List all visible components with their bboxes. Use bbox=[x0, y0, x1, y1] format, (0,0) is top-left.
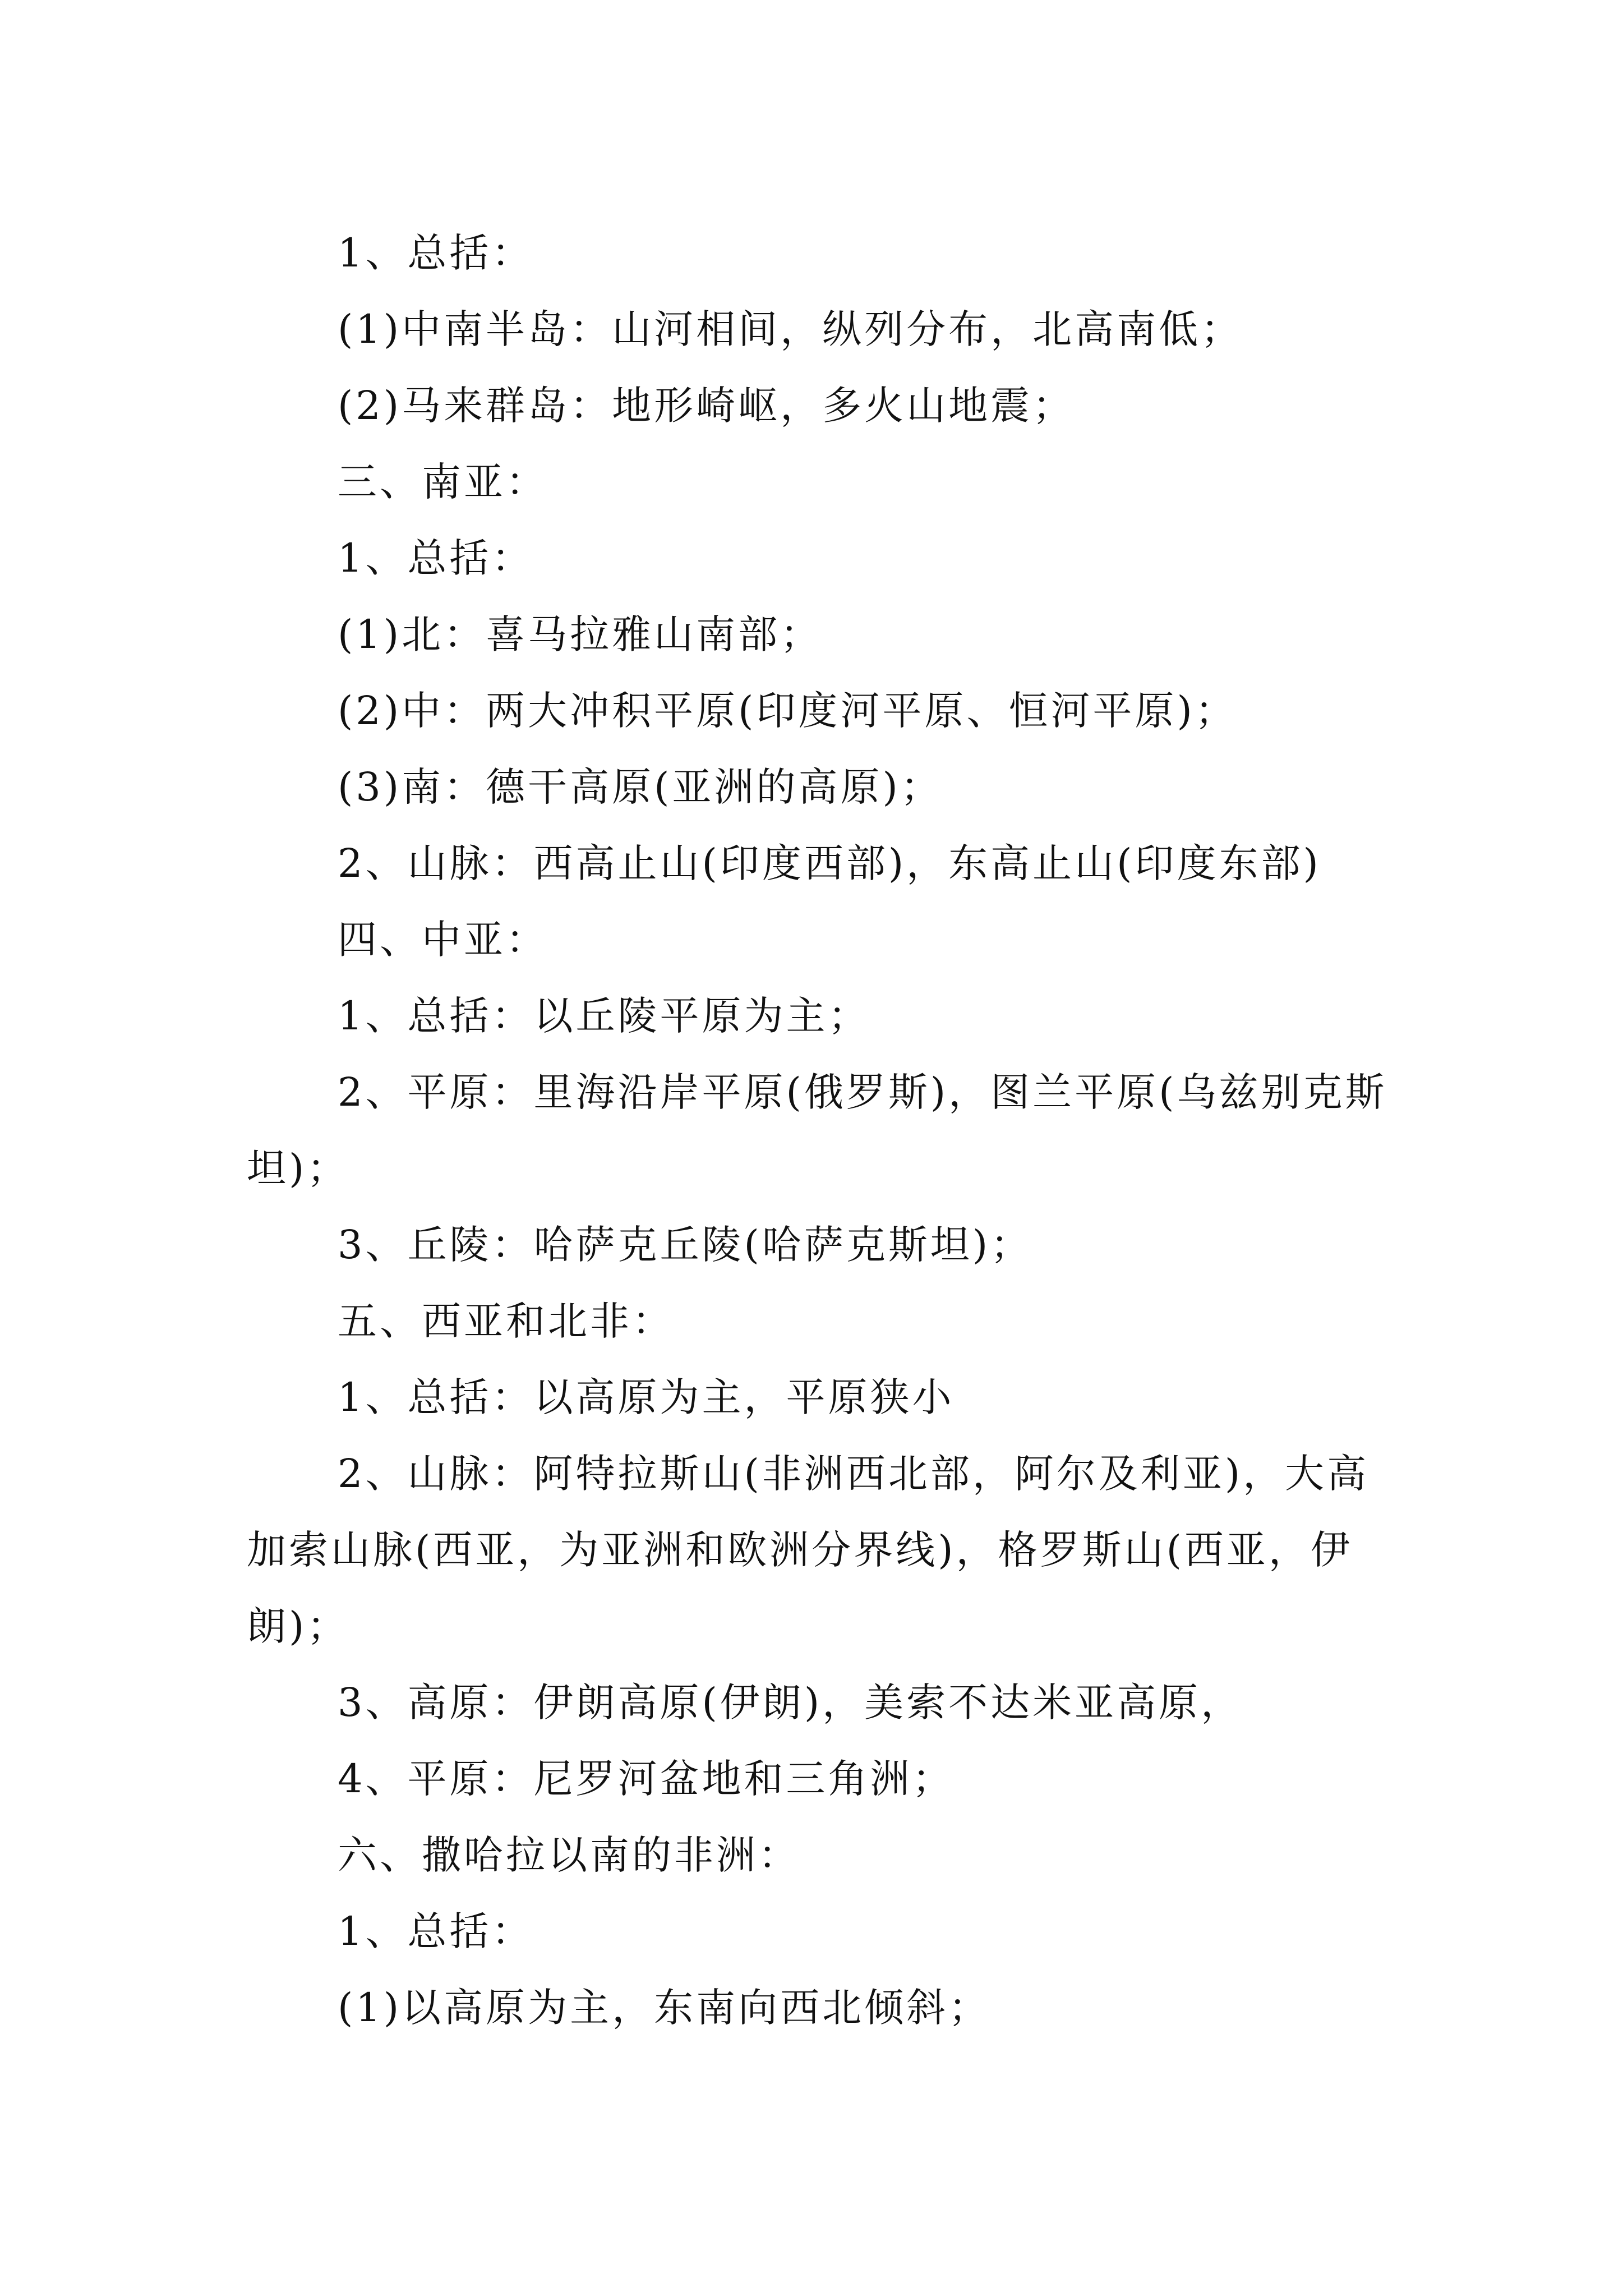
paragraph-15: 1、总括：以高原为主，平原狭小 bbox=[338, 1374, 955, 1420]
paragraph-17: 3、高原：伊朗高原(伊朗)，美索不达米亚高原， bbox=[338, 1680, 1243, 1726]
heading-sub-saharan-africa: 六、撒哈拉以南的非洲： bbox=[338, 1832, 800, 1878]
heading-south-asia: 三、南亚： bbox=[338, 459, 548, 505]
paragraph-16: 2、山脉：阿特拉斯山(非洲西北部，阿尔及利亚)，大高加索山脉(西亚，为亚洲和欧洲分界线)，格罗斯山(西亚，伊朗)； bbox=[247, 1451, 1370, 1649]
paragraph-18: 4、平原：尼罗河盆地和三角洲； bbox=[338, 1756, 955, 1802]
paragraph-13: 3、丘陵：哈萨克丘陵(哈萨克斯坦)； bbox=[338, 1222, 1033, 1268]
paragraph-6: (1)北：喜马拉雅山南部； bbox=[338, 611, 823, 657]
paragraph-11: 1、总括：以丘陵平原为主； bbox=[338, 993, 870, 1039]
paragraph-3: (2)马来群岛：地形崎岖，多火山地震； bbox=[338, 383, 1075, 429]
paragraph-12: 2、平原：里海沿岸平原(俄罗斯)，图兰平原(乌兹别克斯坦)； bbox=[247, 1069, 1387, 1191]
paragraph-7: (2)中：两大冲积平原(印度河平原、恒河平原)； bbox=[338, 688, 1237, 734]
paragraph-1: 1、总括： bbox=[338, 230, 534, 276]
paragraph-9: 2、山脉：西高止山(印度西部)，东高止山(印度东部) bbox=[338, 840, 1321, 886]
heading-west-asia-north-africa: 五、西亚和北非： bbox=[338, 1298, 674, 1344]
paragraph-8: (3)南：德干高原(亚洲的高原)； bbox=[338, 764, 943, 810]
paragraph-2: (1)中南半岛：山河相间，纵列分布，北高南低； bbox=[338, 306, 1243, 352]
paragraph-5: 1、总括： bbox=[338, 535, 534, 581]
paragraph-21: (1)以高原为主，东南向西北倾斜； bbox=[338, 1985, 991, 2031]
heading-central-asia: 四、中亚： bbox=[338, 917, 548, 963]
paragraph-20: 1、总括： bbox=[338, 1908, 534, 1954]
document-body bbox=[247, 215, 1391, 2046]
